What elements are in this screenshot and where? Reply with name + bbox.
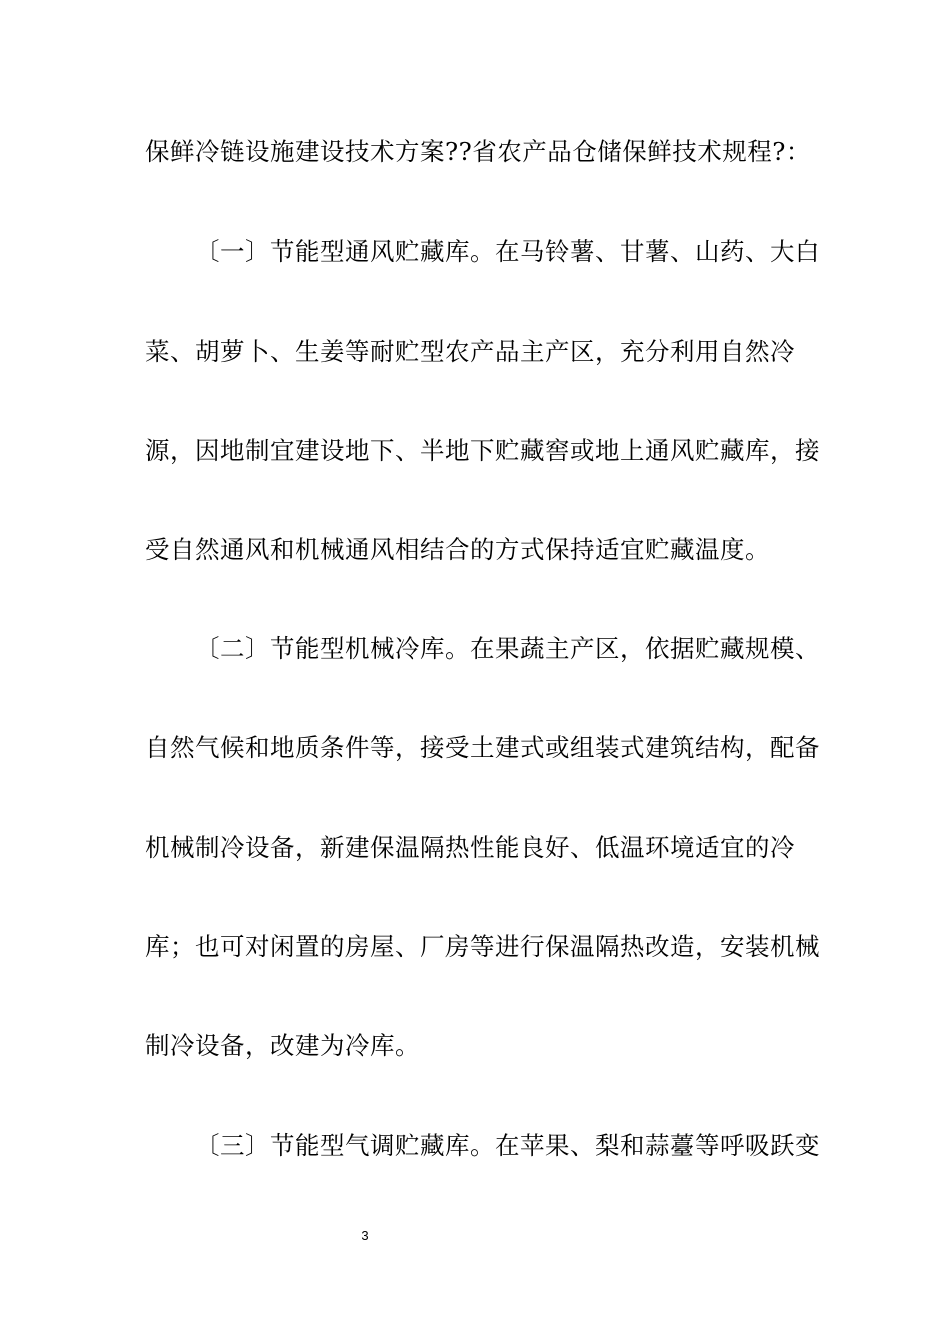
text-line-8: 机械制冷设备，新建保温隔热性能良好、低温环境适宜的冷: [145, 833, 795, 862]
text-line-9: 库；也可对闲置的房屋、厂房等进行保温隔热改造，安装机械: [145, 932, 820, 961]
text-line-7: 自然气候和地质条件等，接受土建式或组装式建筑结构，配备: [145, 733, 820, 762]
text-line-5: 受自然通风和机械通风相结合的方式保持适宜贮藏温度。: [145, 535, 770, 564]
text-line-1: 保鲜冷链设施建设技术方案??省农产品仓储保鲜技术规程?：: [145, 137, 811, 166]
page-number: 3: [361, 1228, 369, 1243]
text-line-11: 〔三〕节能型气调贮藏库。在苹果、梨和蒜薹等呼吸跃变: [195, 1131, 820, 1160]
text-line-2: 〔一〕节能型通风贮藏库。在马铃薯、甘薯、山药、大白: [195, 237, 820, 266]
text-line-4: 源，因地制宜建设地下、半地下贮藏窖或地上通风贮藏库，接: [145, 436, 820, 465]
text-line-6: 〔二〕节能型机械冷库。在果蔬主产区，依据贮藏规模、: [195, 634, 820, 663]
text-line-10: 制冷设备，改建为冷库。: [145, 1031, 420, 1060]
text-line-3: 菜、胡萝卜、生姜等耐贮型农产品主产区，充分利用自然冷: [145, 337, 795, 366]
